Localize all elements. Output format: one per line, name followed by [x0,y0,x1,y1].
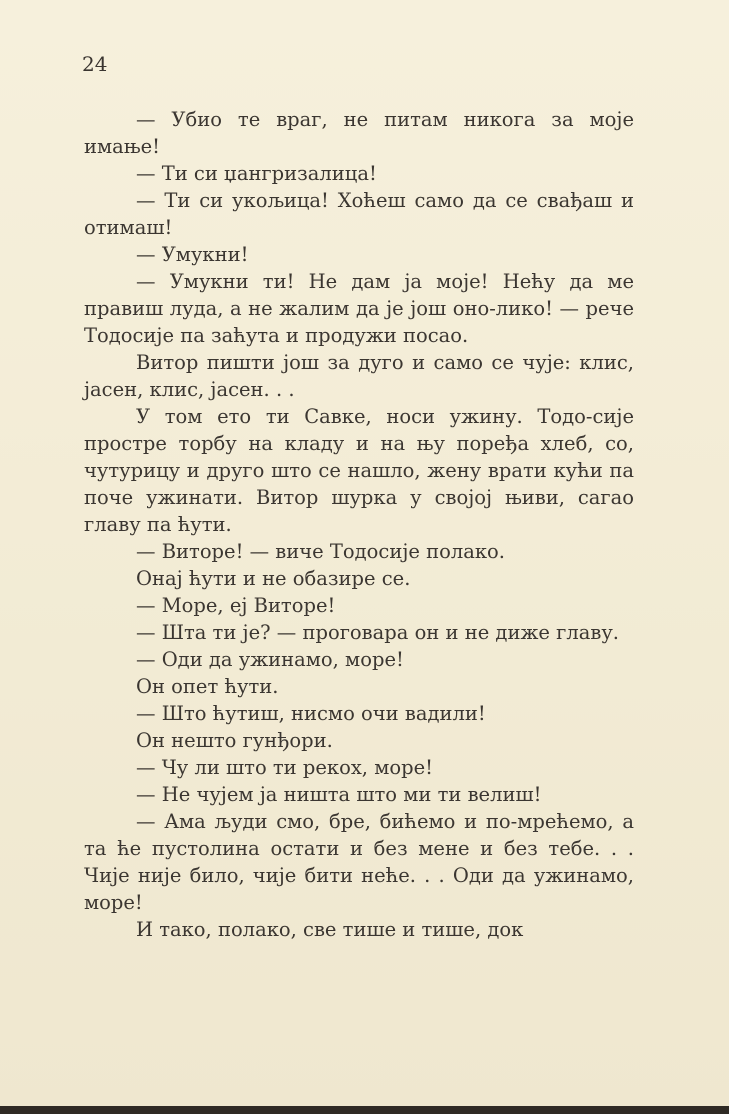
paragraph: Он опет ћути. [136,675,279,698]
paragraph: — Умукни ти! Не дам ја моје! Нећу да ме правиш луда, а не жалим да је још оно-лико! — рече Тодосије па заћута и продужи посао. [84,270,634,347]
paragraph: — Ти си укољица! Хоћеш само да се свађаш и отимаш! [84,189,634,239]
paragraph: И тако, полако, све тише и тише, док [136,918,524,941]
paragraph: — Ти си џангризалица! [136,162,377,185]
page-bottom-edge [0,1106,729,1114]
paragraph: — Ама људи смо, бре, бићемо и по-мрећемо, а та ће пустолина остати и без мене и без тебе. . . Чије није било, чије бити неће. . . Оди да ужинамо, море! [84,810,634,914]
paragraph: — Не чујем ја ништа што ми ти велиш! [136,783,542,806]
paragraph: — Што ћутиш, нисмо очи вадили! [136,702,486,725]
paragraph: Онај ћути и не обазире се. [136,567,411,590]
page-body-text [84,106,634,943]
paragraph: — Шта ти је? — проговара он и не диже главу. [136,621,619,644]
paragraph: У том ето ти Савке, носи ужину. Тодо-сије простре торбу на кладу и на њу поређа хлеб, со, чутурицу и друго што се нашло, жену врати кући па поче ужинати. Витор шурка у својој њиви, сагао главу па ћути. [84,405,634,536]
page-number: 24 [82,52,108,76]
paragraph: — Умукни! [136,243,249,266]
paragraph: — Виторе! — виче Тодосије полако. [136,540,505,563]
paragraph: — Убио те враг, не питам никога за моје имање! [84,108,634,158]
paragraph: Витор пишти још за дуго и само се чује: клис, јасен, клис, јасен. . . [84,351,634,401]
paragraph: — Море, еј Виторе! [136,594,336,617]
paragraph: — Чу ли што ти рекох, море! [136,756,433,779]
paragraph: Он нешто гунђори. [136,729,333,752]
paragraph: — Оди да ужинамо, море! [136,648,404,671]
